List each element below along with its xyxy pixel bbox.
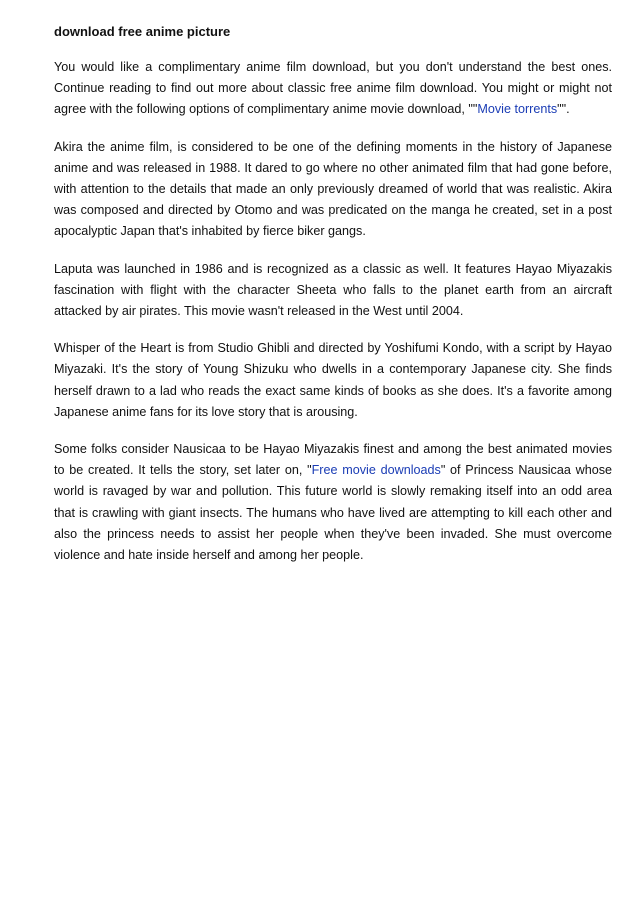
document-page xyxy=(54,22,612,582)
paragraph-whisper-of-the-heart: Whisper of the Heart is from Studio Ghibli and directed by Yoshifumi Kondo, with a script by Hayao Miyazaki. It's the story of Young Shizuku who dwells in a contemporary Japanese city. She finds herself drawn to a lad who reads the exact same kinds of books as she does. It's a favorite among Japanese anime fans for its love story that is arousing. xyxy=(54,341,612,419)
free-movie-downloads-link[interactable]: Free movie downloads xyxy=(311,463,441,478)
movie-torrents-link[interactable]: Movie torrents xyxy=(477,102,558,117)
document-title: download free anime picture xyxy=(54,24,231,39)
paragraph-laputa: Laputa was launched in 1986 and is recognized as a classic as well. It features Hayao Miyazakis fascination with flight with the character Sheeta who falls to the planet earth from an aircraft attacked by air pirates. This movie wasn't released in the West until 2004. xyxy=(54,261,612,319)
paragraph-intro xyxy=(54,57,612,121)
paragraph-nausicaa-text-before: Some folks consider Nausicaa to be Hayao Miyazakis finest and among the best animated movies to be created. It tells the story, set later on, " xyxy=(54,442,612,478)
paragraph-nausicaa xyxy=(54,439,612,566)
paragraph-akira: Akira the anime film, is considered to be one of the defining moments in the history of Japanese anime and was released in 1988. It dared to go where no other animated film that had gone before, with attention to the details that made an only previously dreamed of world that was realistic. Akira was composed and directed by Otomo and was predicated on the manga he created, set in a post apocalyptic Japan that's inhabited by fierce biker gangs. xyxy=(54,139,612,239)
paragraph-nausicaa-text-after: " of Princess Nausicaa whose world is ravaged by war and pollution. This future world is slowly remaking itself into an odd area that is crawling with giant insects. The humans who have lived are attempting to kill each other and also the princess needs to assist her people when they've been invaded. She must overcome violence and hate inside herself and among her people. xyxy=(54,463,612,563)
paragraph-intro-text-before: You would like a complimentary anime film download, but you don't understand the best ones. Continue reading to find out more about classic free anime film download. You might or might not agree with the following options of complimentary anime movie download, "" xyxy=(54,60,612,117)
paragraph-intro-text-after: "". xyxy=(557,102,570,117)
